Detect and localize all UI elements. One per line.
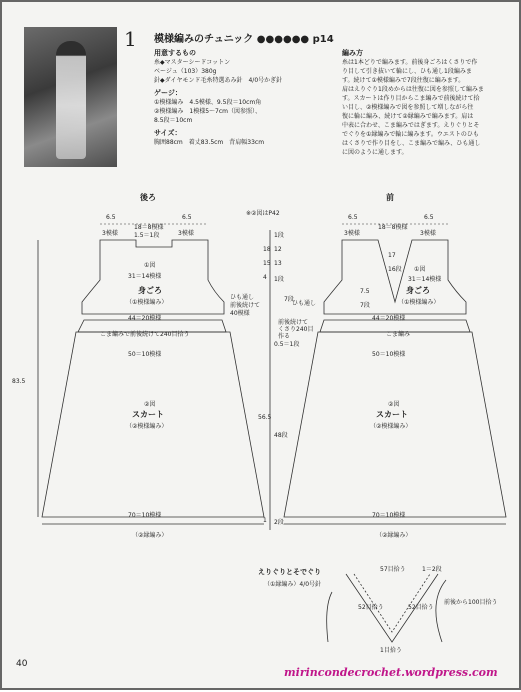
edging-side-1: 52目拾う bbox=[358, 604, 384, 611]
instructions-line: 中表に合わせ、こま編みではぎます。えりぐりとそ bbox=[342, 122, 480, 129]
front-skirt-label: ②図 bbox=[388, 401, 400, 408]
front-hem: 70＝10模様 bbox=[372, 512, 406, 519]
front-neck-depth: 17 bbox=[388, 252, 396, 259]
front-bust: 31＝14模様 bbox=[408, 276, 442, 283]
edging-left-armhole bbox=[327, 592, 332, 642]
edging-armhole-pick: 前後から100目拾う bbox=[444, 599, 498, 606]
back-neck: 18＝8模様 bbox=[134, 224, 164, 231]
materials-heading: 用意するもの bbox=[154, 49, 196, 57]
instructions-line: す。スカートは作り目からこま編みで前後続けて拾 bbox=[342, 95, 480, 102]
instructions-line: い目し、②模様編みで図を参照して増しながら往 bbox=[342, 104, 474, 111]
front-hem-edge: （②縁編み） bbox=[376, 532, 412, 539]
edging-title: えりぐりとそでぐり bbox=[258, 568, 321, 576]
back-hem: 70＝10模様 bbox=[128, 512, 162, 519]
back-skirt-label: ②図 bbox=[144, 401, 156, 408]
instructions-line: 復に輪に編み、続けて②縁編みで編みます。肩は bbox=[342, 113, 474, 120]
front-neck-rows: 16段 bbox=[388, 266, 402, 273]
front-body-stitch: （①模様編み） bbox=[398, 299, 440, 306]
center-height-2: 15 bbox=[263, 260, 271, 267]
back-shoulder-pattern-right: 3模様 bbox=[178, 230, 194, 237]
back-shoulder-cm: 6.5 bbox=[106, 214, 116, 221]
instructions-line: り目して引き抜いて輪にし、ひも通し1段編みま bbox=[342, 68, 472, 75]
center-edge-rows: 2段 bbox=[274, 519, 284, 526]
center-cord-3: 40模様 bbox=[230, 310, 250, 317]
edging-side-2: 52目拾う bbox=[408, 604, 434, 611]
pattern-title-text: 模様編みのチュニック bbox=[154, 34, 254, 45]
center-cord-5: くさり240目 bbox=[278, 326, 314, 333]
center-cord-6: 作る bbox=[278, 333, 291, 340]
front-cord: ひも通し bbox=[292, 300, 317, 307]
instructions-line: はくさりで作り目をし、こま編みで編み、ひも通し bbox=[342, 140, 481, 147]
front-skirt-top: 50＝10模様 bbox=[372, 351, 406, 358]
back-body-stitch: （①模様編み） bbox=[126, 299, 168, 306]
center-height-5: 4 bbox=[263, 274, 267, 281]
pattern-diagram bbox=[2, 2, 521, 692]
front-shoulder-pattern-right: 3模様 bbox=[420, 230, 436, 237]
diagram-note: ※②図はP42 bbox=[246, 210, 280, 217]
size-heading: サイズ： bbox=[154, 129, 182, 137]
center-skirt-height: 56.5 bbox=[258, 414, 272, 421]
back-shoulder-pattern: 3模様 bbox=[102, 230, 118, 237]
gauge-heading: ゲージ： bbox=[154, 89, 182, 97]
instructions-line: に図のように通します。 bbox=[342, 149, 408, 156]
center-height-1: 18 bbox=[263, 246, 271, 253]
instructions-line: す。続けて①模様編みで7段往復に編みます。 bbox=[342, 77, 465, 84]
gauge-line: 8.5段＝10cm bbox=[154, 117, 193, 124]
back-title: 後ろ bbox=[140, 193, 156, 202]
front-shoulder-pattern: 3模様 bbox=[344, 230, 360, 237]
instructions-line: 糸は1本どりで編みます。前後身ごろはくさりで作 bbox=[342, 59, 478, 66]
center-h0-5: 0.5＝1段 bbox=[274, 341, 300, 348]
center-edge-height: 1 bbox=[263, 517, 267, 524]
front-skirt-stitch: （②模様編み） bbox=[370, 423, 412, 430]
center-height-0: 1段 bbox=[274, 232, 284, 239]
back-shoulder-cm-right: 6.5 bbox=[182, 214, 192, 221]
center-skirt-rows: 48段 bbox=[274, 432, 288, 439]
front-title: 前 bbox=[386, 193, 394, 202]
instructions-heading: 編み方 bbox=[342, 49, 363, 57]
front-neck: 18＝8模様 bbox=[378, 224, 408, 231]
back-total-height: 83.5 bbox=[12, 378, 26, 385]
page-number: 40 bbox=[16, 659, 28, 669]
center-height-6: 1段 bbox=[274, 276, 284, 283]
gauge-line: ②模様編み 1模様5〜7cm（図参照）、 bbox=[154, 108, 261, 115]
back-body-name: 身ごろ bbox=[138, 286, 162, 295]
instructions-line: でぐりを①縁編みで輪に編みます。ウエストのひも bbox=[342, 131, 479, 138]
title-dots: ●●●●●● bbox=[253, 34, 313, 45]
materials-line: 針◆ダイヤモンド毛糸特選あみ針 4/0号かぎ針 bbox=[154, 77, 283, 84]
center-cord-1: ひも通し bbox=[230, 294, 255, 301]
front-skirt-name: スカート bbox=[376, 410, 408, 419]
front-bodice-label: ①図 bbox=[414, 266, 426, 273]
instructions-line: 肩はえりぐり1段めからは往復に図を参照して編みま bbox=[342, 86, 484, 93]
front-shoulder-cm-right: 6.5 bbox=[424, 214, 434, 221]
center-h7: 7段 bbox=[284, 296, 294, 303]
materials-line: ベージュ（103）380g bbox=[154, 68, 217, 75]
front-waist-edge: こま編み bbox=[386, 331, 411, 338]
page-reference: p14 bbox=[312, 34, 334, 45]
center-cord-4: 前後続けて bbox=[278, 319, 309, 326]
front-armhole-rows: 7段 bbox=[360, 302, 370, 309]
center-cord-2: 前後続けて bbox=[230, 302, 261, 309]
front-body-name: 身ごろ bbox=[406, 286, 430, 295]
back-waist: 44＝20模様 bbox=[128, 315, 162, 322]
back-hem-edge: （②縁編み） bbox=[132, 532, 168, 539]
front-armhole-cm: 7.5 bbox=[360, 288, 370, 295]
back-hips-pickup: こま編みで前後続けて240目拾う bbox=[100, 331, 190, 338]
back-skirt-top: 50＝10模様 bbox=[128, 351, 162, 358]
back-skirt-name: スカート bbox=[132, 410, 164, 419]
gauge-line: ①模様編み 4.5模様、9.5段＝10cm角 bbox=[154, 99, 262, 106]
edging-armhole bbox=[436, 580, 446, 642]
edging-subtitle: （①縁編み）4/0号針 bbox=[264, 581, 322, 588]
materials-line: 糸◆マスターシードコットン bbox=[154, 59, 231, 66]
edging-one-row: 1＝2段 bbox=[422, 566, 442, 573]
back-neck-top: 1.5＝1段 bbox=[134, 232, 160, 239]
pattern-number: 1 bbox=[124, 27, 137, 51]
back-bodice-label: ①図 bbox=[144, 262, 156, 269]
front-shoulder-cm: 6.5 bbox=[348, 214, 358, 221]
center-height-4: 13 bbox=[274, 260, 282, 267]
back-bust: 31＝14模様 bbox=[128, 273, 162, 280]
back-skirt-stitch: （②模様編み） bbox=[126, 423, 168, 430]
edging-neck-pick: 57目拾う bbox=[380, 566, 406, 573]
front-waist: 44＝20模様 bbox=[372, 315, 406, 322]
edging-center-pick: 1目拾う bbox=[380, 647, 402, 654]
watermark-link[interactable]: mirincondecrochet.wordpress.com bbox=[284, 666, 498, 679]
center-height-3: 12 bbox=[274, 246, 282, 253]
size-line: 胸囲88cm 着丈83.5cm 背肩幅33cm bbox=[154, 139, 265, 146]
